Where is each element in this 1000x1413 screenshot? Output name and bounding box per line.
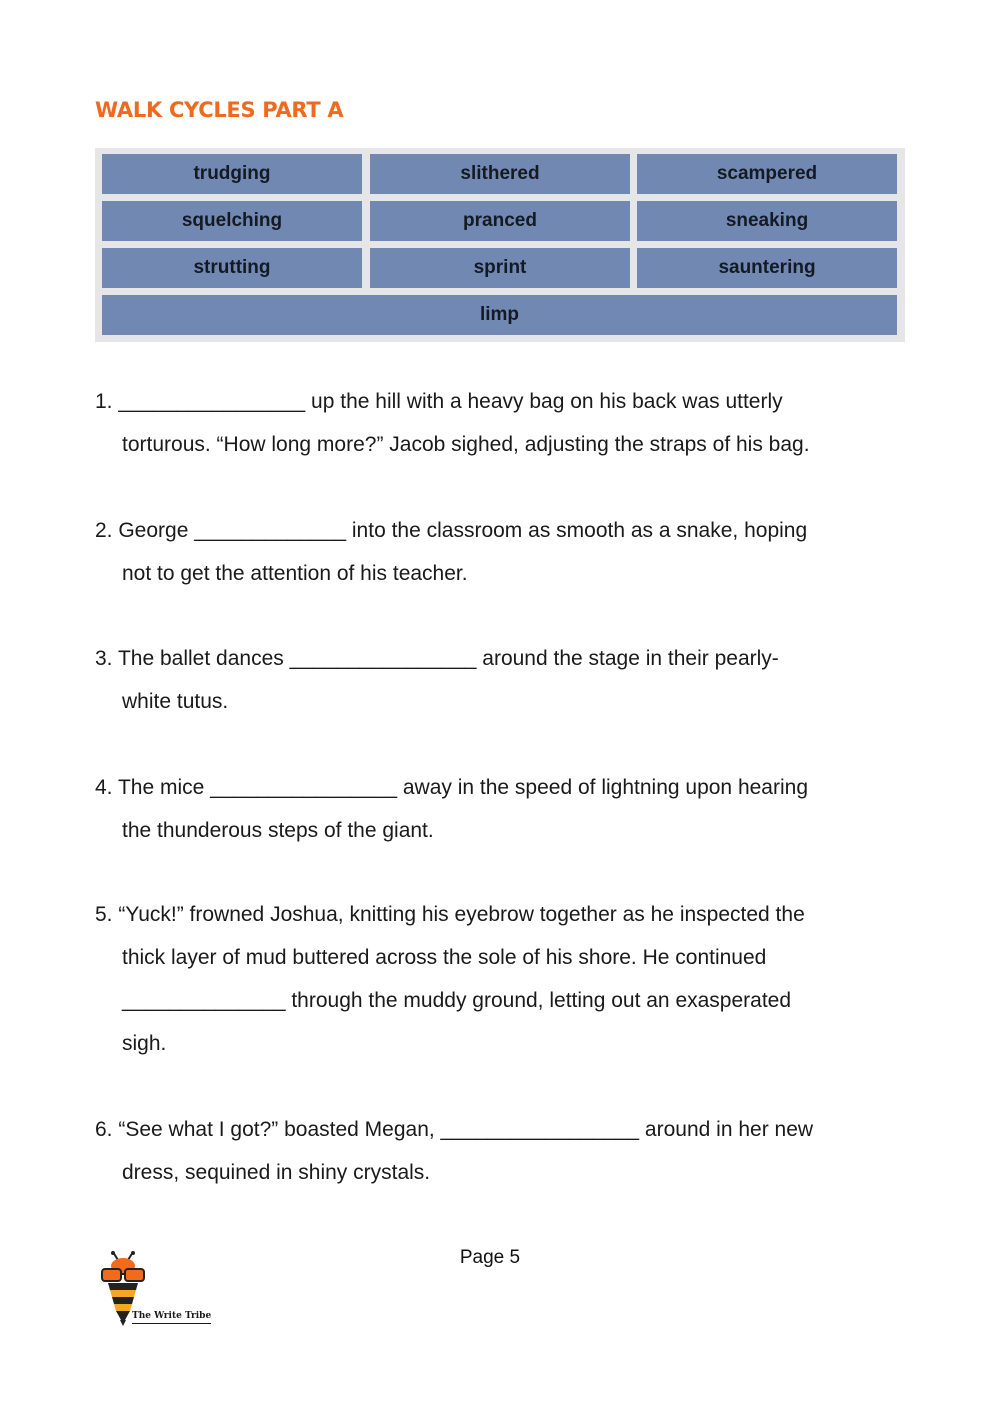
page-title: WALK CYCLES PART A [95, 98, 344, 122]
question-line: dress, sequined in shiny crystals. [122, 1161, 431, 1184]
question-line: torturous. “How long more?” Jacob sighed, adjusting the straps of his bag. [122, 433, 810, 456]
question-item [95, 380, 915, 466]
question-line: ______________ through the muddy ground, letting out an exasperated [122, 989, 792, 1012]
word-cell-wide: limp [102, 295, 897, 335]
logo-text: The Write Tribe [132, 1311, 211, 1324]
question-line: thick layer of mud buttered across the sole of his shore. He continued [122, 946, 767, 969]
question-item [95, 1108, 915, 1194]
question-line: 3. The ballet dances ________________ around the stage in their pearly- [95, 647, 779, 670]
word-cell: strutting [102, 248, 362, 288]
word-cell: trudging [102, 154, 362, 194]
word-cell: sprint [370, 248, 630, 288]
question-line: white tutus. [122, 690, 229, 713]
word-cell: scampered [637, 154, 897, 194]
question-line: 5. “Yuck!” frowned Joshua, knitting his eyebrow together as he inspected the [95, 903, 805, 926]
question-line: sigh. [122, 1032, 167, 1055]
word-cell: sneaking [637, 201, 897, 241]
word-cell: sauntering [637, 248, 897, 288]
question-line: 1. ________________ up the hill with a heavy bag on his back was utterly [95, 390, 783, 413]
word-cell: slithered [370, 154, 630, 194]
word-bank-table [95, 148, 905, 342]
question-line: 6. “See what I got?” boasted Megan, _________________ around in her new [95, 1118, 814, 1141]
question-line: 2. George _____________ into the classroom as smooth as a snake, hoping [95, 519, 808, 542]
page-number: Page 5 [459, 1247, 521, 1268]
question-line: 4. The mice ________________ away in the speed of lightning upon hearing [95, 776, 808, 799]
question-item [95, 637, 915, 723]
question-line: not to get the attention of his teacher. [122, 562, 468, 585]
question-item [95, 509, 915, 595]
question-item [95, 893, 915, 1065]
question-item [95, 766, 915, 852]
question-line: the thunderous steps of the giant. [122, 819, 434, 842]
word-cell: squelching [102, 201, 362, 241]
word-cell: pranced [370, 201, 630, 241]
